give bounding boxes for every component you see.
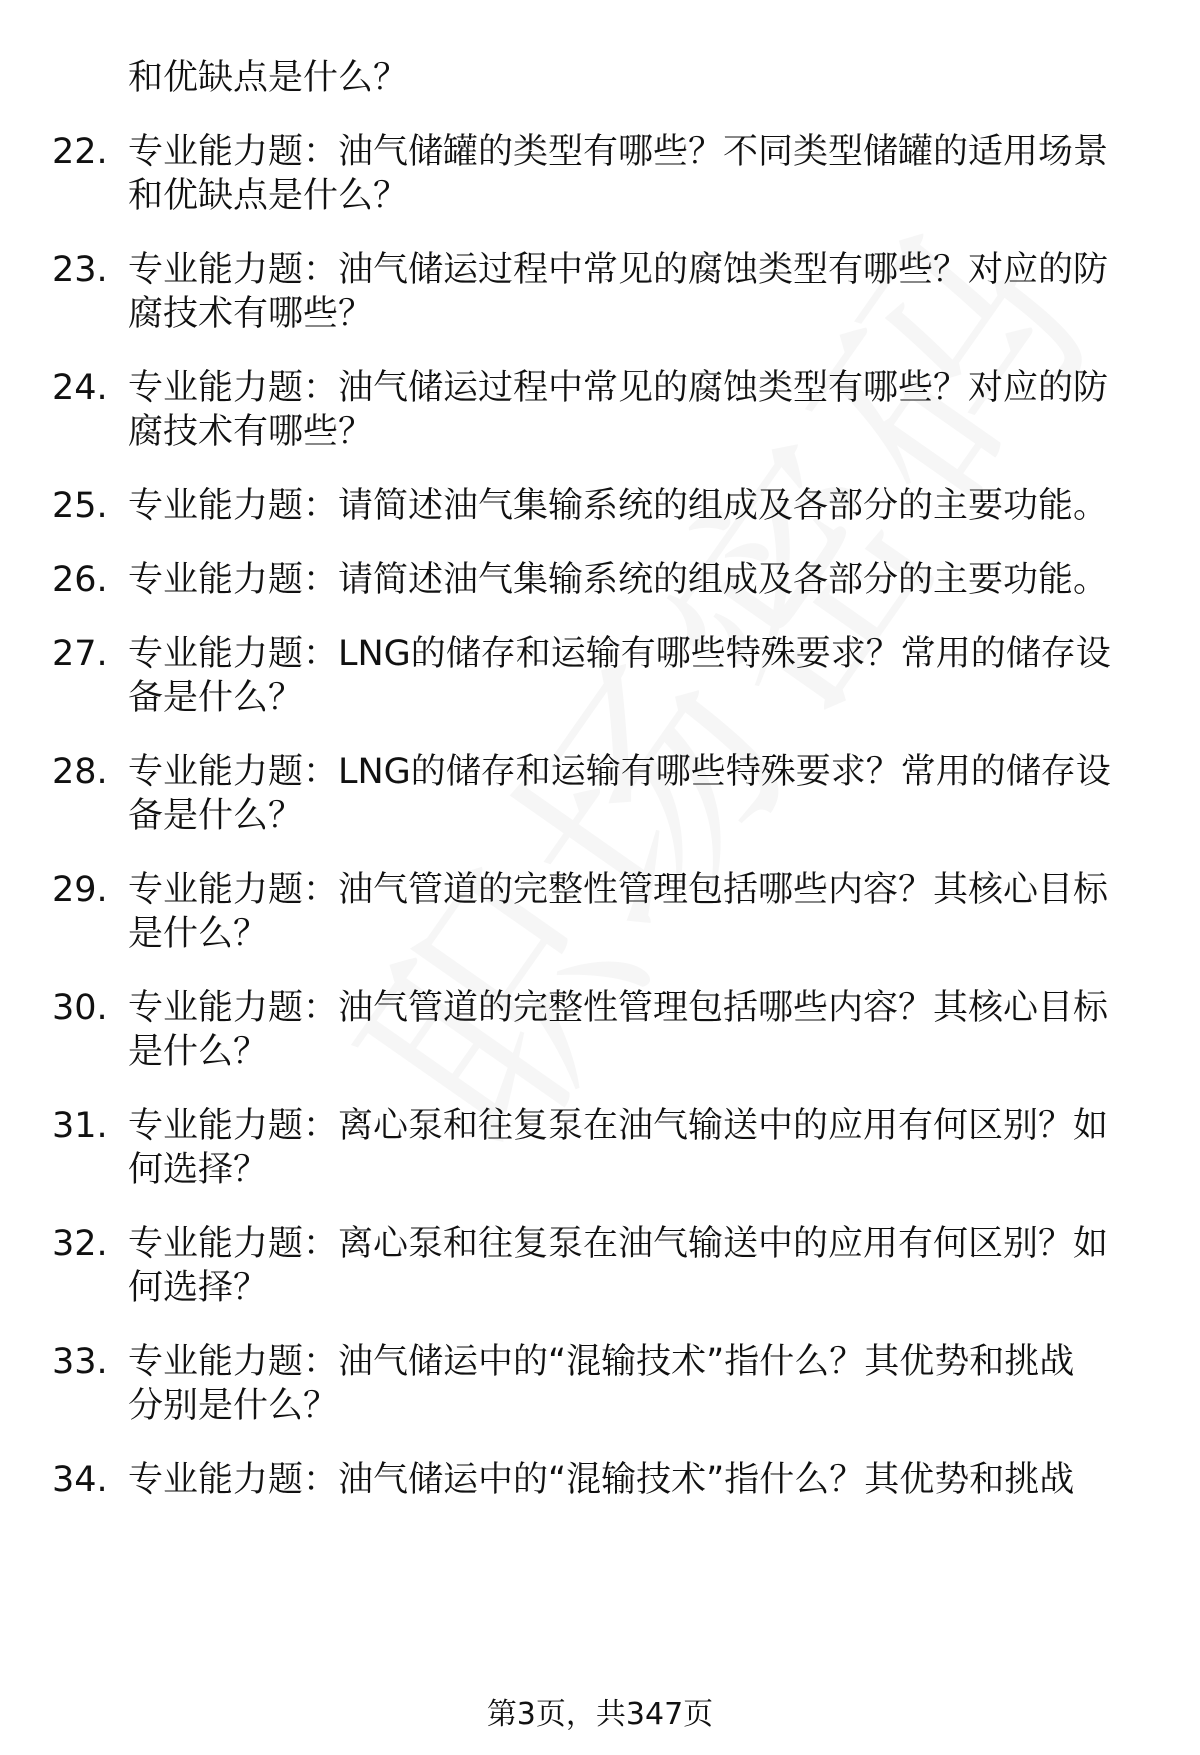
question-text: 专业能力题：油气储运中的“混输技术”指什么？其优势和挑战 分别是什么？ bbox=[128, 1342, 1075, 1426]
list-item bbox=[52, 558, 1152, 602]
list-item bbox=[52, 750, 1152, 838]
list-item bbox=[52, 632, 1152, 720]
question-number: 30. bbox=[52, 988, 108, 1028]
question-text: 专业能力题：油气储运过程中常见的腐蚀类型有哪些？对应的防 腐技术有哪些？ bbox=[128, 250, 1109, 334]
list-item bbox=[52, 130, 1152, 218]
list-item bbox=[52, 1222, 1152, 1310]
list-item bbox=[52, 484, 1152, 528]
question-number: 22. bbox=[52, 132, 108, 172]
question-number: 28. bbox=[52, 752, 108, 792]
question-number: 24. bbox=[52, 368, 108, 408]
list-item bbox=[52, 248, 1152, 336]
list-item bbox=[52, 366, 1152, 454]
list-item bbox=[52, 1340, 1152, 1428]
question-number: 33. bbox=[52, 1342, 108, 1382]
question-number: 29. bbox=[52, 870, 108, 910]
question-text: 专业能力题：油气储罐的类型有哪些？不同类型储罐的适用场景 和优缺点是什么？ bbox=[128, 132, 1109, 216]
continuation-line bbox=[52, 56, 1152, 100]
page-footer: 第3页，共347页 bbox=[486, 1697, 714, 1732]
question-text: 专业能力题：油气储运中的“混输技术”指什么？其优势和挑战 bbox=[128, 1460, 1075, 1500]
question-text: 专业能力题：请简述油气集输系统的组成及各部分的主要功能。 bbox=[128, 486, 1109, 526]
question-text: 专业能力题：LNG的储存和运输有哪些特殊要求？常用的储存设 备是什么？ bbox=[128, 752, 1111, 836]
list-item bbox=[52, 986, 1152, 1074]
question-text: 和优缺点是什么？ bbox=[128, 58, 409, 98]
question-text: 专业能力题：油气管道的完整性管理包括哪些内容？其核心目标 是什么？ bbox=[128, 870, 1109, 954]
question-text: 专业能力题：油气储运过程中常见的腐蚀类型有哪些？对应的防 腐技术有哪些？ bbox=[128, 368, 1109, 452]
question-text: 专业能力题：离心泵和往复泵在油气输送中的应用有何区别？如 何选择？ bbox=[128, 1224, 1109, 1308]
list-item bbox=[52, 868, 1152, 956]
list-item bbox=[52, 1104, 1152, 1192]
question-number: 27. bbox=[52, 634, 108, 674]
question-number: 32. bbox=[52, 1224, 108, 1264]
question-text: 专业能力题：油气管道的完整性管理包括哪些内容？其核心目标 是什么？ bbox=[128, 988, 1109, 1072]
list-item bbox=[52, 1458, 1152, 1502]
question-number: 26. bbox=[52, 560, 108, 600]
question-text: 专业能力题：请简述油气集输系统的组成及各部分的主要功能。 bbox=[128, 560, 1109, 600]
question-number: 23. bbox=[52, 250, 108, 290]
question-text: 专业能力题：LNG的储存和运输有哪些特殊要求？常用的储存设 备是什么？ bbox=[128, 634, 1111, 718]
question-number: 31. bbox=[52, 1106, 108, 1146]
question-number: 34. bbox=[52, 1460, 108, 1500]
question-text: 专业能力题：离心泵和往复泵在油气输送中的应用有何区别？如 何选择？ bbox=[128, 1106, 1109, 1190]
question-number: 25. bbox=[52, 486, 108, 526]
